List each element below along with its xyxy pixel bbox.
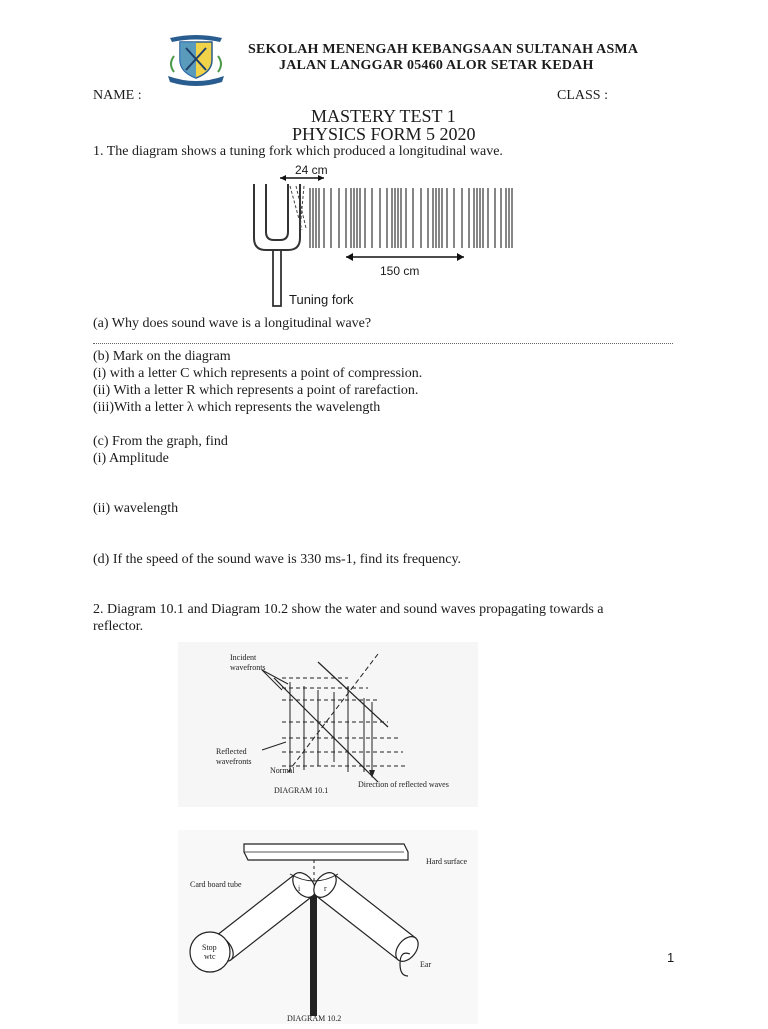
q1b-i: (i) with a letter C which represents a point of compression. xyxy=(93,366,423,381)
q2-stem-line2: reflector. xyxy=(93,619,144,634)
q2-stem-line1: 2. Diagram 10.1 and Diagram 10.2 show the water and sound waves propagating towards a xyxy=(93,602,604,617)
diagram-10-1-caption: DIAGRAM 10.1 xyxy=(274,786,329,795)
q1c: (c) From the graph, find xyxy=(93,434,228,449)
reflected-label-1: Reflected xyxy=(216,747,247,756)
incident-label-2: wavefronts xyxy=(230,663,266,672)
page-number: 1 xyxy=(667,950,675,965)
stop-watch-label-1: Stop xyxy=(202,943,217,952)
q1c-ii: (ii) wavelength xyxy=(93,501,179,516)
school-address: JALAN LANGGAR 05460 ALOR SETAR KEDAH xyxy=(279,58,594,73)
tube-label: Card board tube xyxy=(190,880,242,889)
reflected-label-2: wavefronts xyxy=(216,757,252,766)
q1c-i: (i) Amplitude xyxy=(93,451,169,466)
name-label: NAME : xyxy=(93,88,142,103)
incident-label-1: Incident xyxy=(230,653,257,662)
hard-surface-label: Hard surface xyxy=(426,857,468,866)
tuning-fork-diagram xyxy=(244,160,524,310)
q1b-iii: (iii)With a letter λ which represents the wavelength xyxy=(93,400,381,415)
school-logo xyxy=(166,34,226,86)
direction-label: Direction of reflected waves xyxy=(358,780,449,789)
diagram-10-2-caption: DIAGRAM 10.2 xyxy=(287,1014,342,1023)
wave-length-label: 150 cm xyxy=(380,264,420,278)
stop-watch-label-2: wtc xyxy=(204,952,216,961)
school-name: SEKOLAH MENENGAH KEBANGSAAN SULTANAH ASMA xyxy=(248,42,639,57)
class-label: CLASS : xyxy=(557,88,608,103)
q1b: (b) Mark on the diagram xyxy=(93,349,231,364)
q1-stem: 1. The diagram shows a tuning fork which produced a longitudinal wave. xyxy=(93,144,503,159)
q1d: (d) If the speed of the sound wave is 330 ms-1, find its frequency. xyxy=(93,552,462,567)
angle-i-label: i xyxy=(298,884,301,893)
answer-line xyxy=(93,343,673,344)
q1a: (a) Why does sound wave is a longitudinal wave? xyxy=(93,316,372,331)
fork-width-label: 24 cm xyxy=(295,163,328,177)
q1b-ii: (ii) With a letter R which represents a point of rarefaction. xyxy=(93,383,419,398)
tuning-fork-label: Tuning fork xyxy=(289,292,354,307)
test-title: MASTERY TEST 1 xyxy=(311,106,456,126)
test-subtitle: PHYSICS FORM 5 2020 xyxy=(292,124,476,144)
ear-label: Ear xyxy=(420,960,432,969)
normal-label: Normal xyxy=(270,766,295,775)
angle-r-label: r xyxy=(324,884,327,893)
